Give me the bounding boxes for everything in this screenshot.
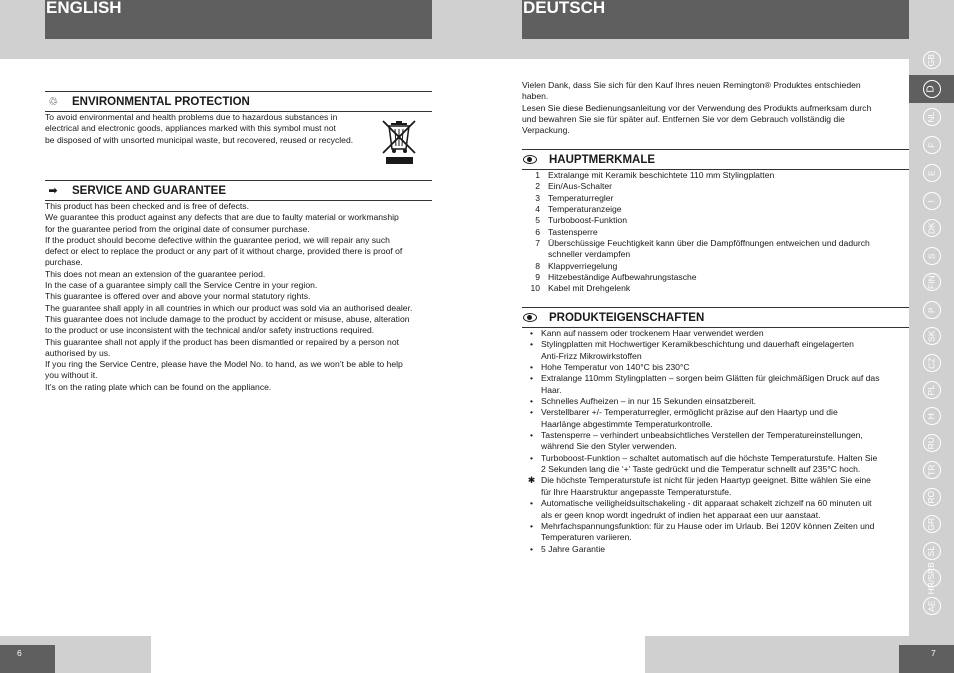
feature-number: 9 (535, 272, 540, 283)
property-item (522, 362, 909, 373)
feature-line: Tastensperre (548, 226, 598, 237)
language-tab-f[interactable] (909, 131, 954, 159)
feature-number: 8 (535, 260, 540, 271)
bullet: • (529, 362, 533, 373)
text-line: This guarantee shall not apply if the product has been dismantled or repaired by a person not (45, 336, 399, 347)
property-line: Haarlänge abgestimmte Temperaturkontrolle. (541, 418, 713, 429)
language-code: S (926, 253, 937, 259)
feature-line: Hitzebeständige Aufbewahrungstasche (548, 272, 697, 283)
feature-text (540, 261, 617, 272)
property-text (541, 453, 909, 476)
language-code: RO (926, 490, 937, 504)
language-circle (923, 301, 941, 319)
eye-icon (523, 153, 537, 167)
property-line: Kann auf nassem oder trockenem Haar verwendet werden (541, 328, 764, 338)
feature-text (540, 181, 612, 192)
bullet: • (529, 498, 533, 509)
recycle-icon: ♲ (48, 96, 58, 108)
environmental-protection-label: ENVIRONMENTAL PROTECTION (72, 95, 250, 108)
feature-text (540, 215, 627, 226)
bullet: • (529, 430, 533, 441)
bullet: • (529, 520, 533, 531)
feature-item (522, 283, 909, 294)
feature-line: Klappverriegelung (548, 260, 618, 271)
language-tab-ru[interactable] (909, 429, 954, 457)
property-item (522, 521, 909, 544)
feature-item (522, 272, 909, 283)
language-circle (923, 407, 941, 425)
property-text (541, 373, 909, 396)
language-circle (923, 164, 941, 182)
english-header: ENGLISH (45, 0, 432, 39)
language-code: GR (926, 517, 937, 531)
property-text (541, 475, 909, 498)
property-item (522, 498, 909, 521)
language-code: PL (926, 384, 937, 396)
bullet: • (529, 339, 533, 350)
language-tab-sk[interactable] (909, 322, 954, 350)
text-line: If you ring the Service Centre, please have the Model No. to hand, as we won’t be able to help (45, 359, 403, 370)
text-line: you without it. (45, 370, 98, 381)
text-line: defect or elect to replace the product or any part of it without charge, provided there is proof of (45, 246, 403, 257)
property-item (522, 339, 909, 362)
language-tab-gb[interactable] (909, 46, 954, 74)
language-circle (923, 488, 941, 506)
feature-number: 6 (535, 226, 540, 237)
language-circle (923, 51, 941, 69)
feature-line: Überschüssige Feuchtigkeit kann über die Dampföffnungen entweichen und dadurch (548, 238, 870, 249)
produkteigenschaften-label: PRODUKTEIGENSCHAFTEN (549, 311, 705, 324)
language-circle (923, 515, 941, 533)
property-item (522, 396, 909, 407)
crossed-out-bin-icon (379, 119, 419, 165)
language-tab-ae[interactable] (909, 592, 954, 620)
bullet: • (529, 407, 533, 418)
property-text (541, 407, 909, 430)
service-guarantee-title (45, 180, 432, 201)
language-circle (923, 327, 941, 345)
service-guarantee-text (45, 201, 432, 393)
language-tab-i[interactable] (909, 187, 954, 215)
property-line: Hohe Temperatur von 140°C bis 230°C (541, 362, 690, 373)
property-line: 5 Jahre Garantie (541, 543, 606, 554)
property-line: Haar. (541, 384, 562, 395)
language-circle (923, 108, 941, 126)
produkteigenschaften-title (522, 307, 909, 328)
language-code: CZ (926, 357, 937, 369)
property-item (522, 544, 909, 555)
text-line: We guarantee this product against any defects that are due to faulty material or workmanship (45, 212, 399, 223)
feature-text (540, 227, 598, 238)
property-item (522, 373, 909, 396)
language-code: DK (926, 222, 937, 234)
arrow-right-icon: ➡ (48, 185, 58, 197)
feature-number: 1 (535, 170, 540, 180)
language-tab-sl[interactable] (909, 537, 954, 565)
language-circle (923, 192, 941, 210)
language-tab-tr[interactable] (909, 456, 954, 484)
environmental-protection-text (45, 112, 375, 146)
language-code: GB (926, 53, 937, 67)
eye-icon (523, 311, 537, 325)
text-line: This guarantee does not include damage to the product by accident or misuse, abuse, alteration (45, 313, 410, 324)
language-code: E (926, 170, 937, 176)
bullet: • (529, 452, 533, 463)
text-line: Vielen Dank, dass Sie sich für den Kauf Ihres neuen Remington® Produktes entschieden (522, 80, 861, 90)
property-line: während Sie den Styler verwenden. (541, 441, 677, 452)
language-code: SL (926, 545, 937, 557)
language-circle (923, 354, 941, 372)
feature-item (522, 170, 909, 181)
property-line: Tastensperre – verhindert unbeabsichtliches Verstellen der Temperatureinstellungen, (541, 430, 863, 441)
text-line: to the product or use inconsistent with the technical and/or safety instructions required. (45, 325, 375, 336)
feature-item (522, 215, 909, 226)
feature-number: 5 (535, 215, 540, 226)
language-circle (923, 219, 941, 237)
property-item (522, 328, 909, 339)
language-circle (923, 542, 941, 560)
feature-line: schneller verdampfen (548, 249, 631, 260)
property-item (522, 453, 909, 476)
feature-number: 4 (535, 204, 540, 215)
property-item (522, 475, 909, 498)
text-line: The guarantee shall apply in all countries in which our product was sold via an authorised dealer. (45, 302, 413, 313)
feature-number: 10 (530, 283, 540, 294)
text-line: To avoid environmental and health problems due to hazardous substances in (45, 112, 338, 122)
property-text (541, 328, 909, 339)
language-code: AE (926, 600, 937, 612)
property-text (541, 339, 909, 362)
feature-line: Temperaturregler (548, 192, 614, 203)
language-code: D (925, 85, 937, 93)
property-text (541, 396, 909, 407)
property-text (541, 544, 909, 555)
feature-text (540, 238, 870, 261)
language-code: NL (926, 111, 937, 123)
language-circle (923, 561, 941, 595)
language-code: F (926, 142, 937, 148)
page-number-right: 7 (899, 645, 954, 673)
property-text (541, 362, 909, 373)
language-code: TR (926, 464, 937, 476)
text-line: It’s on the rating plate which can be found on the appliance. (45, 381, 272, 392)
language-circle (923, 136, 941, 154)
language-circle (923, 273, 941, 291)
text-line: This product has been checked and is free of defects. (45, 201, 249, 211)
property-line: Temperaturen variieren. (541, 532, 632, 543)
feature-number: 3 (535, 192, 540, 203)
property-line: 2 Sekunden lang die ‘+’ Taste gedrückt und die Temperatur schnellt auf 235°C hoch. (541, 464, 861, 475)
feature-item (522, 193, 909, 204)
language-tab-e[interactable] (909, 159, 954, 187)
language-tab-h[interactable] (909, 402, 954, 430)
property-line: Schnelles Aufheizen – in nur 15 Sekunden einsatzbereit. (541, 396, 756, 407)
property-line: Stylingplatten mit Hochwertiger Keramikbeschichtung und dauerhaft eingelagerten (541, 339, 854, 350)
text-line: Lesen Sie diese Bedienungsanleitung vor der Verwendung des Produkts aufmerksam durch (522, 102, 872, 113)
feature-item (522, 238, 909, 261)
feature-line: Extralange mit Keramik beschichtete 110 mm Stylingplatten (548, 170, 775, 180)
language-tab-hr-srb[interactable] (909, 561, 954, 595)
language-code: P (926, 307, 937, 313)
language-tab-d[interactable] (909, 75, 954, 103)
language-tab-cz[interactable] (909, 349, 954, 377)
feature-text (540, 283, 630, 294)
bullet: • (529, 373, 533, 384)
feature-line: Turboboost-Funktion (548, 215, 627, 226)
property-line: Extralange 110mm Stylingplatten – sorgen beim Glätten für gleichmäßigen Druck auf das (541, 373, 880, 384)
language-circle (923, 434, 941, 452)
property-item (522, 407, 909, 430)
product-properties-list (522, 328, 909, 555)
language-tab-nl[interactable] (909, 103, 954, 131)
language-tab-pl[interactable] (909, 376, 954, 404)
asterisk-icon: ✱ (527, 475, 536, 486)
property-text (541, 430, 909, 453)
language-code: FIN (926, 275, 937, 289)
deutsch-header: DEUTSCH (522, 0, 909, 39)
text-line: In the case of a guarantee simply call the Service Centre in your region. (45, 280, 318, 291)
language-code: RU (926, 436, 937, 450)
hauptmerkmale-label: HAUPTMERKMALE (549, 153, 656, 166)
features-list (522, 170, 909, 295)
language-circle (923, 80, 941, 98)
language-code: I (926, 199, 937, 203)
language-tab-gr[interactable] (909, 510, 954, 538)
feature-line: Temperaturanzeige (548, 204, 622, 215)
language-code: SK (926, 330, 937, 342)
property-line: Turboboost-Funktion – schaltet automatisch auf die höchste Temperaturstufe. Halten Sie (541, 452, 878, 463)
text-line: electrical and electronic goods, appliances marked with this symbol must not (45, 123, 336, 134)
text-line: authorised by us. (45, 347, 111, 358)
language-code: H (926, 412, 937, 420)
page-number-left: 6 (0, 645, 55, 673)
feature-number: 2 (535, 181, 540, 192)
hauptmerkmale-title (522, 149, 909, 170)
deutsch-intro-text (522, 80, 909, 136)
language-circle (923, 461, 941, 479)
property-line: Verstellbarer +/- Temperaturregler, ermöglicht präzise auf den Haartyp und die (541, 407, 838, 418)
feature-item (522, 204, 909, 215)
feature-text (540, 193, 613, 204)
feature-text (540, 204, 622, 215)
language-tab-p[interactable] (909, 296, 954, 324)
language-tab-s[interactable] (909, 242, 954, 270)
text-line: If the product should become defective within the guarantee period, we will repair any such (45, 234, 390, 245)
language-tab-ro[interactable] (909, 483, 954, 511)
feature-line: Kabel mit Drehgelenk (548, 283, 631, 294)
language-circle (923, 597, 941, 615)
service-guarantee-label: SERVICE AND GUARANTEE (72, 184, 226, 197)
text-line: purchase. (45, 257, 83, 268)
bullet: • (529, 396, 533, 407)
bullet: • (529, 543, 533, 554)
text-line: und bewahren Sie sie für später auf. Entfernen Sie vor dem Gebrauch vollständig die (522, 113, 845, 124)
property-line: Anti-Frizz Mikrowirkstoffen (541, 350, 642, 361)
feature-item (522, 261, 909, 272)
property-text (541, 521, 909, 544)
property-line: für Ihre Haarstruktur angepasste Temperaturstufe. (541, 486, 732, 497)
property-line: als er geen knop wordt ingedrukt of indien het apparaat een uur aanstaat. (541, 509, 821, 520)
language-circle (923, 381, 941, 399)
environmental-protection-title (45, 91, 432, 112)
text-line: for the guarantee period from the original date of consumer purchase. (45, 223, 310, 234)
property-item (522, 430, 909, 453)
text-line: This guarantee is offered over and above your normal statutory rights. (45, 291, 311, 302)
language-tab-dk[interactable] (909, 214, 954, 242)
property-line: Mehrfachspannungsfunktion: für zu Hause oder im Urlaub. Bei 120V können Zeiten und (541, 520, 875, 531)
language-circle (923, 247, 941, 265)
feature-item (522, 181, 909, 192)
feature-line: Ein/Aus-Schalter (548, 181, 613, 192)
property-line: Die höchste Temperaturstufe ist nicht für jeden Haartyp geeignet. Bitte wählen Sie eine (541, 475, 871, 486)
language-code: HR/SRB (926, 561, 937, 595)
text-line: This does not mean an extension of the guarantee period. (45, 268, 266, 279)
bullet: • (529, 328, 533, 338)
property-line: Automatische veiligheidsuitschakeling - dit apparaat schakelt zichzelf na 60 minuten uit (541, 498, 872, 509)
feature-text (540, 272, 697, 283)
property-text (541, 498, 909, 521)
feature-text (540, 170, 774, 181)
language-tab-fin[interactable] (909, 268, 954, 296)
text-line: Verpackung. (522, 125, 570, 136)
feature-item (522, 227, 909, 238)
text-line: haben. (522, 91, 549, 102)
feature-number: 7 (535, 238, 540, 249)
text-line: be disposed of with unsorted municipal waste, but recovered, reused or recycled. (45, 134, 354, 145)
